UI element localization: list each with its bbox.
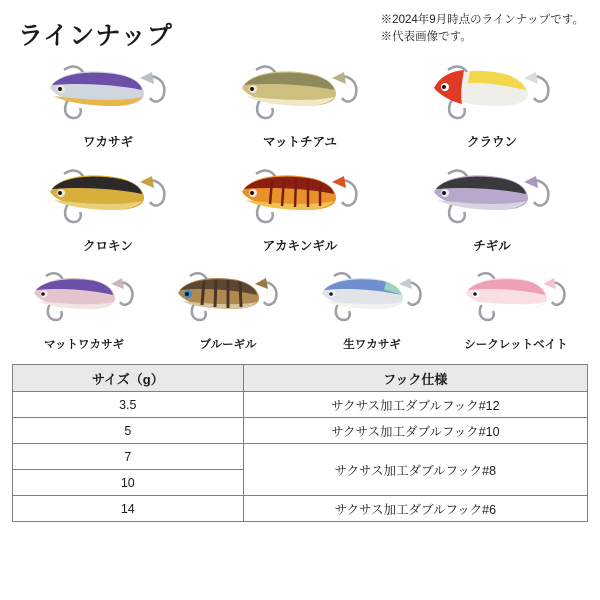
lure-icon	[304, 262, 440, 334]
table-row	[13, 418, 588, 444]
lure-image-wrap	[206, 158, 394, 234]
lure-image-wrap	[446, 262, 586, 334]
lure-name: チギル	[473, 239, 511, 253]
page-title: ラインナップ	[18, 22, 173, 50]
spec-table-body	[13, 392, 588, 522]
note-line-1: ※2024年9月時点のラインナップです。	[380, 14, 584, 26]
lure-name: マットワカサギ	[43, 339, 125, 351]
lure-icon	[28, 158, 188, 234]
table-row	[13, 392, 588, 418]
table-row	[13, 444, 588, 470]
cell-size: 14	[13, 496, 244, 522]
cell-hook: サクサス加工ダブルフック#10	[243, 418, 587, 444]
lure-name: クラウン	[466, 135, 517, 149]
lure-row-1	[12, 54, 588, 158]
cell-hook: サクサス加工ダブルフック#12	[243, 392, 587, 418]
lure-name: ワカサギ	[82, 135, 133, 149]
lure-row-2	[12, 158, 588, 262]
lure-grid	[12, 54, 588, 360]
lure-image-wrap	[398, 158, 586, 234]
lure-icon	[220, 54, 380, 130]
lure-image-wrap	[14, 158, 202, 234]
lure-card	[12, 158, 204, 262]
spec-table	[12, 364, 588, 522]
lure-card	[12, 54, 204, 158]
lure-card	[204, 158, 396, 262]
lure-card	[396, 54, 588, 158]
lure-icon	[412, 158, 572, 234]
lure-name: 生ワカサギ	[343, 339, 401, 351]
lure-card	[204, 54, 396, 158]
lure-image-wrap	[158, 262, 298, 334]
lure-icon	[28, 54, 188, 130]
table-header-row	[13, 365, 588, 392]
cell-size: 10	[13, 470, 244, 496]
lure-card	[444, 262, 588, 360]
lure-icon	[412, 54, 572, 130]
lure-name: マットチアユ	[263, 135, 337, 149]
lure-card	[12, 262, 156, 360]
table-row	[13, 496, 588, 522]
lure-icon	[220, 158, 380, 234]
lure-name: クロキン	[83, 239, 133, 253]
header-notes	[381, 12, 584, 45]
lure-row-3	[12, 262, 588, 360]
lure-image-wrap	[14, 54, 202, 130]
lure-icon	[160, 262, 296, 334]
lure-card	[396, 158, 588, 262]
spec-table-head	[13, 365, 588, 392]
cell-size: 5	[13, 418, 244, 444]
lure-image-wrap	[302, 262, 442, 334]
page-header	[12, 10, 588, 52]
lure-name: アカキンギル	[262, 239, 338, 253]
column-header-size: サイズ（g）	[13, 365, 244, 392]
lure-icon	[16, 262, 152, 334]
cell-size: 3.5	[13, 392, 244, 418]
cell-hook: サクサス加工ダブルフック#6	[243, 496, 587, 522]
lure-image-wrap	[206, 54, 394, 130]
lure-name: ブルーギル	[199, 339, 257, 351]
cell-hook: サクサス加工ダブルフック#8	[243, 444, 587, 496]
lure-card	[156, 262, 300, 360]
lure-card	[300, 262, 444, 360]
column-header-hook: フック仕様	[243, 365, 587, 392]
lure-icon	[448, 262, 584, 334]
lure-image-wrap	[398, 54, 586, 130]
lure-name: シークレットベイト	[464, 339, 568, 351]
cell-size: 7	[13, 444, 244, 470]
lure-image-wrap	[14, 262, 154, 334]
note-line-2: ※代表画像です。	[380, 30, 472, 43]
